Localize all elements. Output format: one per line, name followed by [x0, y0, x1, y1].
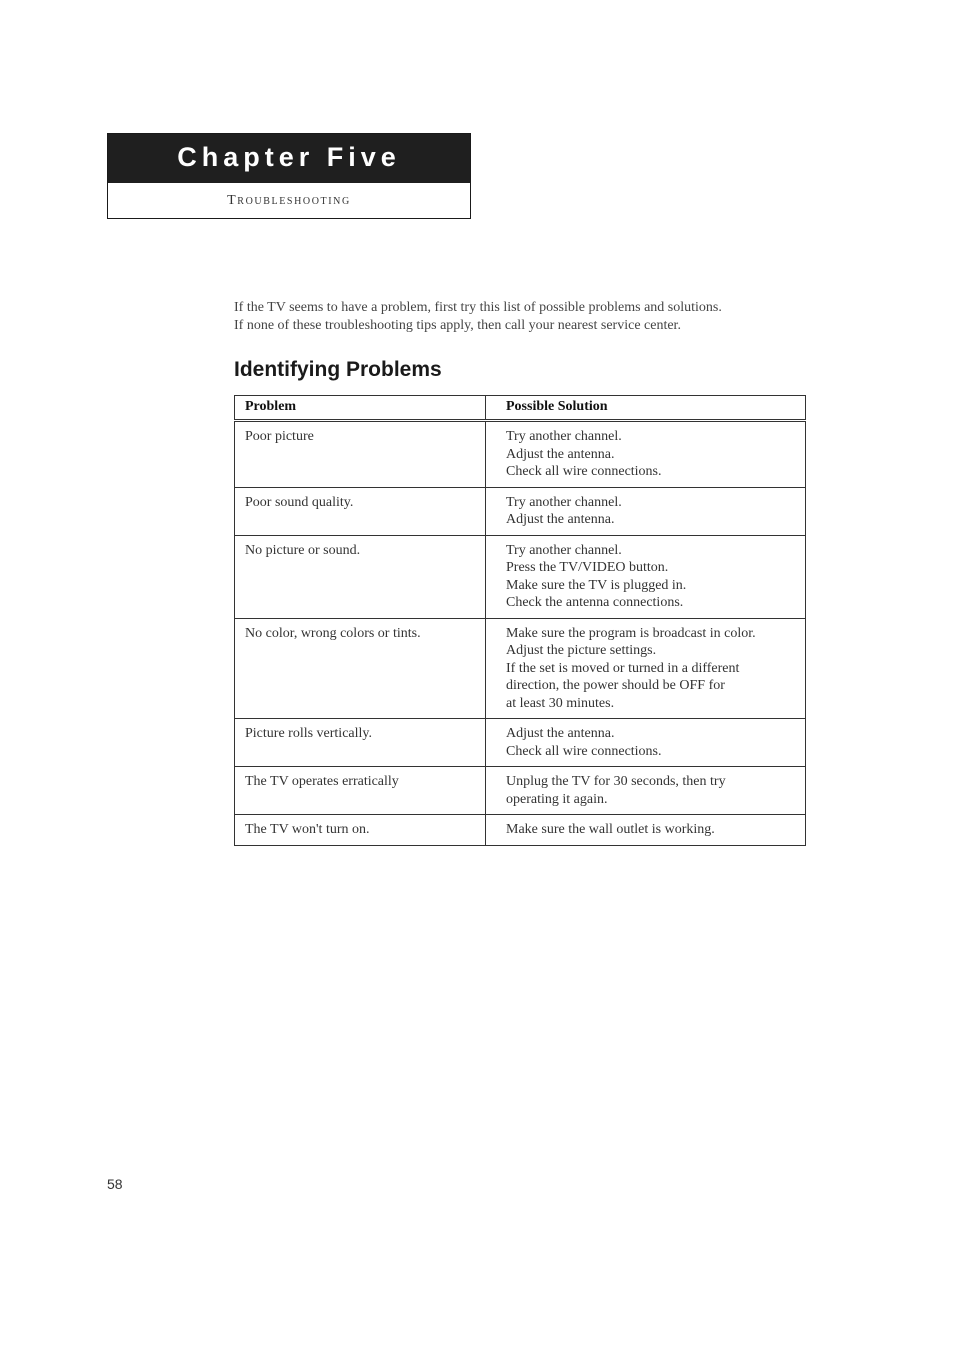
chapter-subtitle: Troubleshooting [227, 193, 351, 208]
problem-cell: Poor picture [235, 421, 486, 488]
table-body [235, 421, 806, 846]
solution-line: Try another channel. [506, 542, 622, 558]
problem-cell: The TV operates erratically [235, 767, 486, 815]
solution-cell [486, 487, 806, 535]
solution-line: Try another channel. [506, 429, 622, 444]
solution-line: Try another channel. [506, 494, 622, 510]
table-row [235, 767, 806, 815]
solution-line: Check the antenna connections. [506, 595, 684, 610]
solution-cell [486, 815, 806, 846]
table-row [235, 815, 806, 846]
solution-line: Check all wire connections. [506, 464, 662, 479]
section-heading: Identifying Problems [234, 358, 442, 381]
solution-line: Adjust the antenna. [506, 726, 615, 741]
table-row [235, 719, 806, 767]
column-header-solution: Possible Solution [486, 396, 806, 421]
table-row [235, 535, 806, 618]
solution-line: Adjust the antenna. [506, 512, 615, 527]
page-number: 58 [107, 1176, 123, 1192]
table-row [235, 618, 806, 719]
problem-cell: The TV won't turn on. [235, 815, 486, 846]
solution-cell [486, 767, 806, 815]
intro-line: If the TV seems to have a problem, first try this list of possible problems and solutions. [234, 300, 722, 315]
solution-line: Press the TV/VIDEO button. [506, 560, 669, 575]
problem-cell: Poor sound quality. [235, 487, 486, 535]
table-row [235, 487, 806, 535]
solution-line: Make sure the wall outlet is working. [506, 822, 715, 837]
chapter-title: Chapter Five [108, 134, 470, 183]
intro-paragraph [234, 299, 834, 335]
solution-line: Adjust the antenna. [506, 446, 615, 462]
problem-cell: No color, wrong colors or tints. [235, 618, 486, 719]
solution-cell [486, 535, 806, 618]
column-header-problem: Problem [235, 396, 486, 421]
solution-line: Make sure the TV is plugged in. [506, 577, 687, 593]
solution-cell [486, 719, 806, 767]
solution-line: If the set is moved or turned in a different [506, 660, 740, 676]
table-header-row [235, 396, 806, 421]
table-row [235, 421, 806, 488]
troubleshooting-table [234, 395, 806, 846]
solution-cell [486, 618, 806, 719]
solution-line: direction, the power should be OFF for [506, 678, 725, 693]
intro-line: If none of these troubleshooting tips apply, then call your nearest service center. [234, 318, 681, 333]
chapter-header [107, 133, 471, 219]
solution-line: operating it again. [506, 791, 608, 807]
problem-cell: Picture rolls vertically. [235, 719, 486, 767]
solution-line: Check all wire connections. [506, 743, 662, 759]
solution-line: Adjust the picture settings. [506, 643, 657, 658]
solution-cell [486, 421, 806, 488]
solution-line: Make sure the program is broadcast in color. [506, 625, 756, 641]
solution-line: at least 30 minutes. [506, 695, 615, 711]
problem-cell: No picture or sound. [235, 535, 486, 618]
solution-line: Unplug the TV for 30 seconds, then try [506, 774, 726, 789]
